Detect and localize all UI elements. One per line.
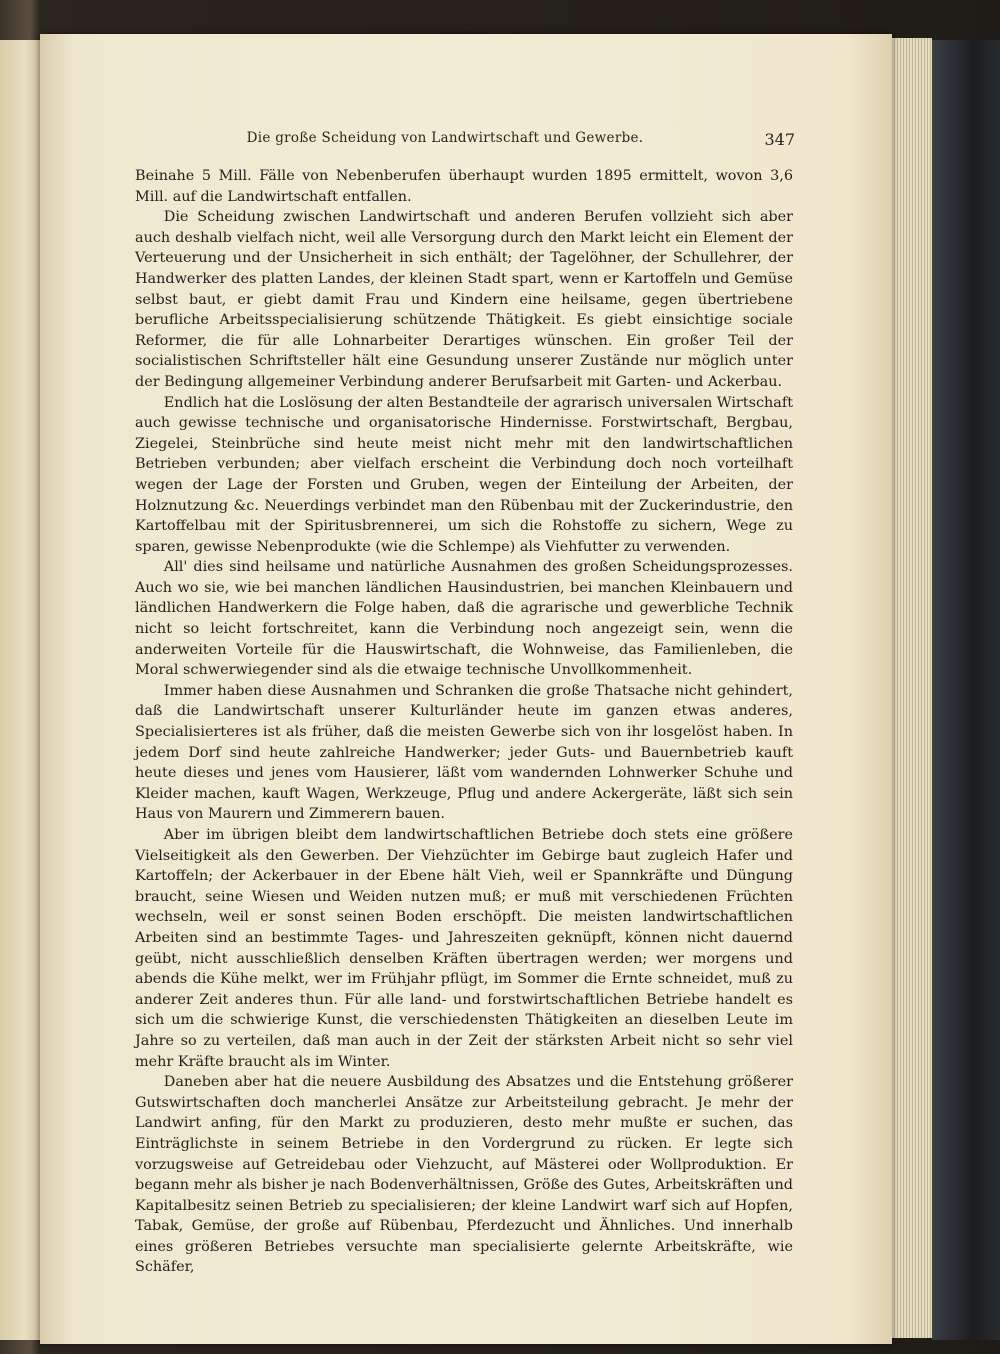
book-cover-edge: [932, 40, 1000, 1340]
paragraph: Daneben aber hat die neuere Ausbildung des Absatzes und die Entstehung größerer Gutswirtschaften doch mancherlei Ansätze zur Arbeitsteilung gebracht. Je mehr der Landwirt anfing, für den Markt zu produzieren, desto mehr mußte er suchen, das Einträglichste in seinem Betriebe in den Vordergrund zu rücken. Er legte sich vorzugsweise auf Getreidebau oder Viehzucht, auf Mästerei oder Wollproduktion. Er begann mehr als bisher je nach Bodenverhältnissen, Größe des Gutes, Arbeitskräften und Kapitalbesitz seinen Betrieb zu specialisieren; der kleine Landwirt warf sich auf Hopfen, Tabak, Gemüse, der große auf Rübenbau, Pferdezucht und Ähnliches. Und innerhalb eines größeren Betriebes versuchte man specialisierte gelernte Arbeitskräfte, wie Schäfer,: [135, 1074, 793, 1276]
body-text: [135, 166, 793, 1278]
paragraph: Beinahe 5 Mill. Fälle von Nebenberufen überhaupt wurden 1895 ermittelt, wovon 3,6 Mill. auf die Landwirtschaft entfallen.: [135, 168, 793, 205]
paragraph: All' dies sind heilsame und natürliche Ausnahmen des großen Scheidungsprozesses. Auch wo sie, wie bei manchen ländlichen Hausindustrien, bei manchen Kleinbauern und ländlichen Handwerkern die Folge haben, daß die agrarische und gewerbliche Technik nicht so leicht fortschreitet, kann die Verbindung noch angezeigt sein, wenn die anderweiten Vorteile für die Hauswirtschaft, die Wohnweise, das Familienleben, die Moral schwerwiegender sind als die etwaige technische Unvollkommenheit.: [135, 559, 793, 679]
paragraph: Aber im übrigen bleibt dem landwirtschaftlichen Betriebe doch stets eine größere Vielseitigkeit als den Gewerben. Der Viehzüchter im Gebirge baut zugleich Hafer und Kartoffeln; der Ackerbauer in der Ebene hält Vieh, weil er Spannkräfte und Düngung braucht, seine Wiesen und Weiden nutzen muß; er muß mit verschiedenen Früchten wechseln, weil er sonst seinen Boden erschöpft. Die meisten landwirtschaftlichen Arbeiten sind an bestimmte Tages- und Jahreszeiten geknüpft, können nicht dauernd geübt, nicht ausschließlich denselben Kräften übertragen werden; wer morgens und abends die Kühe melkt, wer im Frühjahr pflügt, im Sommer die Ernte schneidet, muß zu anderer Zeit anderes thun. Für alle land- und forstwirtschaftlichen Betriebe handelt es sich um die schwierige Kunst, die verschiedensten Thätigkeiten an dieselben Leute im Jahre so zu verteilen, daß man auch in der Zeit der stärksten Arbeit nicht so sehr viel mehr Kräfte braucht als im Winter.: [135, 827, 793, 1070]
paragraph: Immer haben diese Ausnahmen und Schranken die große Thatsache nicht gehindert, daß die Landwirtschaft unserer Kulturländer heute im ganzen etwas anderes, Specialisierteres ist als früher, daß die meisten Gewerbe sich von ihr losgelöst haben. In jedem Dorf sind heute zahlreiche Handwerker; jeder Guts- und Bauernbetrieb kauft heute dieses und jenes vom Hausierer, läßt vom wandernden Lohnwerker Schuhe und Kleider machen, kauft Wagen, Werkzeuge, Pflug und andere Ackergeräte, läßt sich sein Haus von Maurern und Zimmerern bauen.: [135, 682, 793, 823]
page-number: 347: [764, 130, 795, 149]
paragraph: Die Scheidung zwischen Landwirtschaft und anderen Berufen vollzieht sich aber auch deshalb vielfach nicht, weil alle Versorgung durch den Markt leicht ein Element der Verteuerung und der Unsicherheit in sich enthält; der Tagelöhner, der Schullehrer, der Handwerker des platten Landes, der kleinen Stadt spart, wenn er Kartoffeln und Gemüse selbst baut, er giebt damit Frau und Kindern eine heilsame, gegen übertriebene berufliche Arbeitsspecialisierung schützende Thätigkeit. Es giebt einsichtige sociale Reformer, die für alle Lohnarbeiter Derartiges wünschen. Ein großer Teil der socialistischen Schriftsteller hält eine Gesundung unserer Zustände nur möglich unter der Bedingung allgemeiner Verbindung anderer Berufsarbeit mit Garten- und Ackerbau.: [135, 209, 793, 390]
page-stack-edges: [892, 38, 932, 1338]
facing-page-edge: [0, 40, 40, 1340]
paragraph: Endlich hat die Loslösung der alten Bestandteile der agrarisch universalen Wirtschaft auch gewisse technische und organisatorische Hindernisse. Forstwirtschaft, Bergbau, Ziegelei, Steinbrüche sind heute meist nicht mehr mit den landwirtschaftlichen Betrieben verbunden; aber vielfach erscheint die Verbindung doch noch vorteilhaft wegen der Lage der Forsten und Gruben, wegen der Einteilung der Arbeiten, der Holznutzung &c. Neuerdings verbindet man den Rübenbau mit der Zuckerindustrie, den Kartoffelbau mit der Spiritusbrennerei, um sich die Rohstoffe zu sichern, Wege zu sparen, gewisse Nebenprodukte (wie die Schlempe) als Viehfutter zu verwenden.: [135, 394, 793, 555]
running-title: Die große Scheidung von Landwirtschaft und Gewerbe.: [246, 130, 644, 146]
